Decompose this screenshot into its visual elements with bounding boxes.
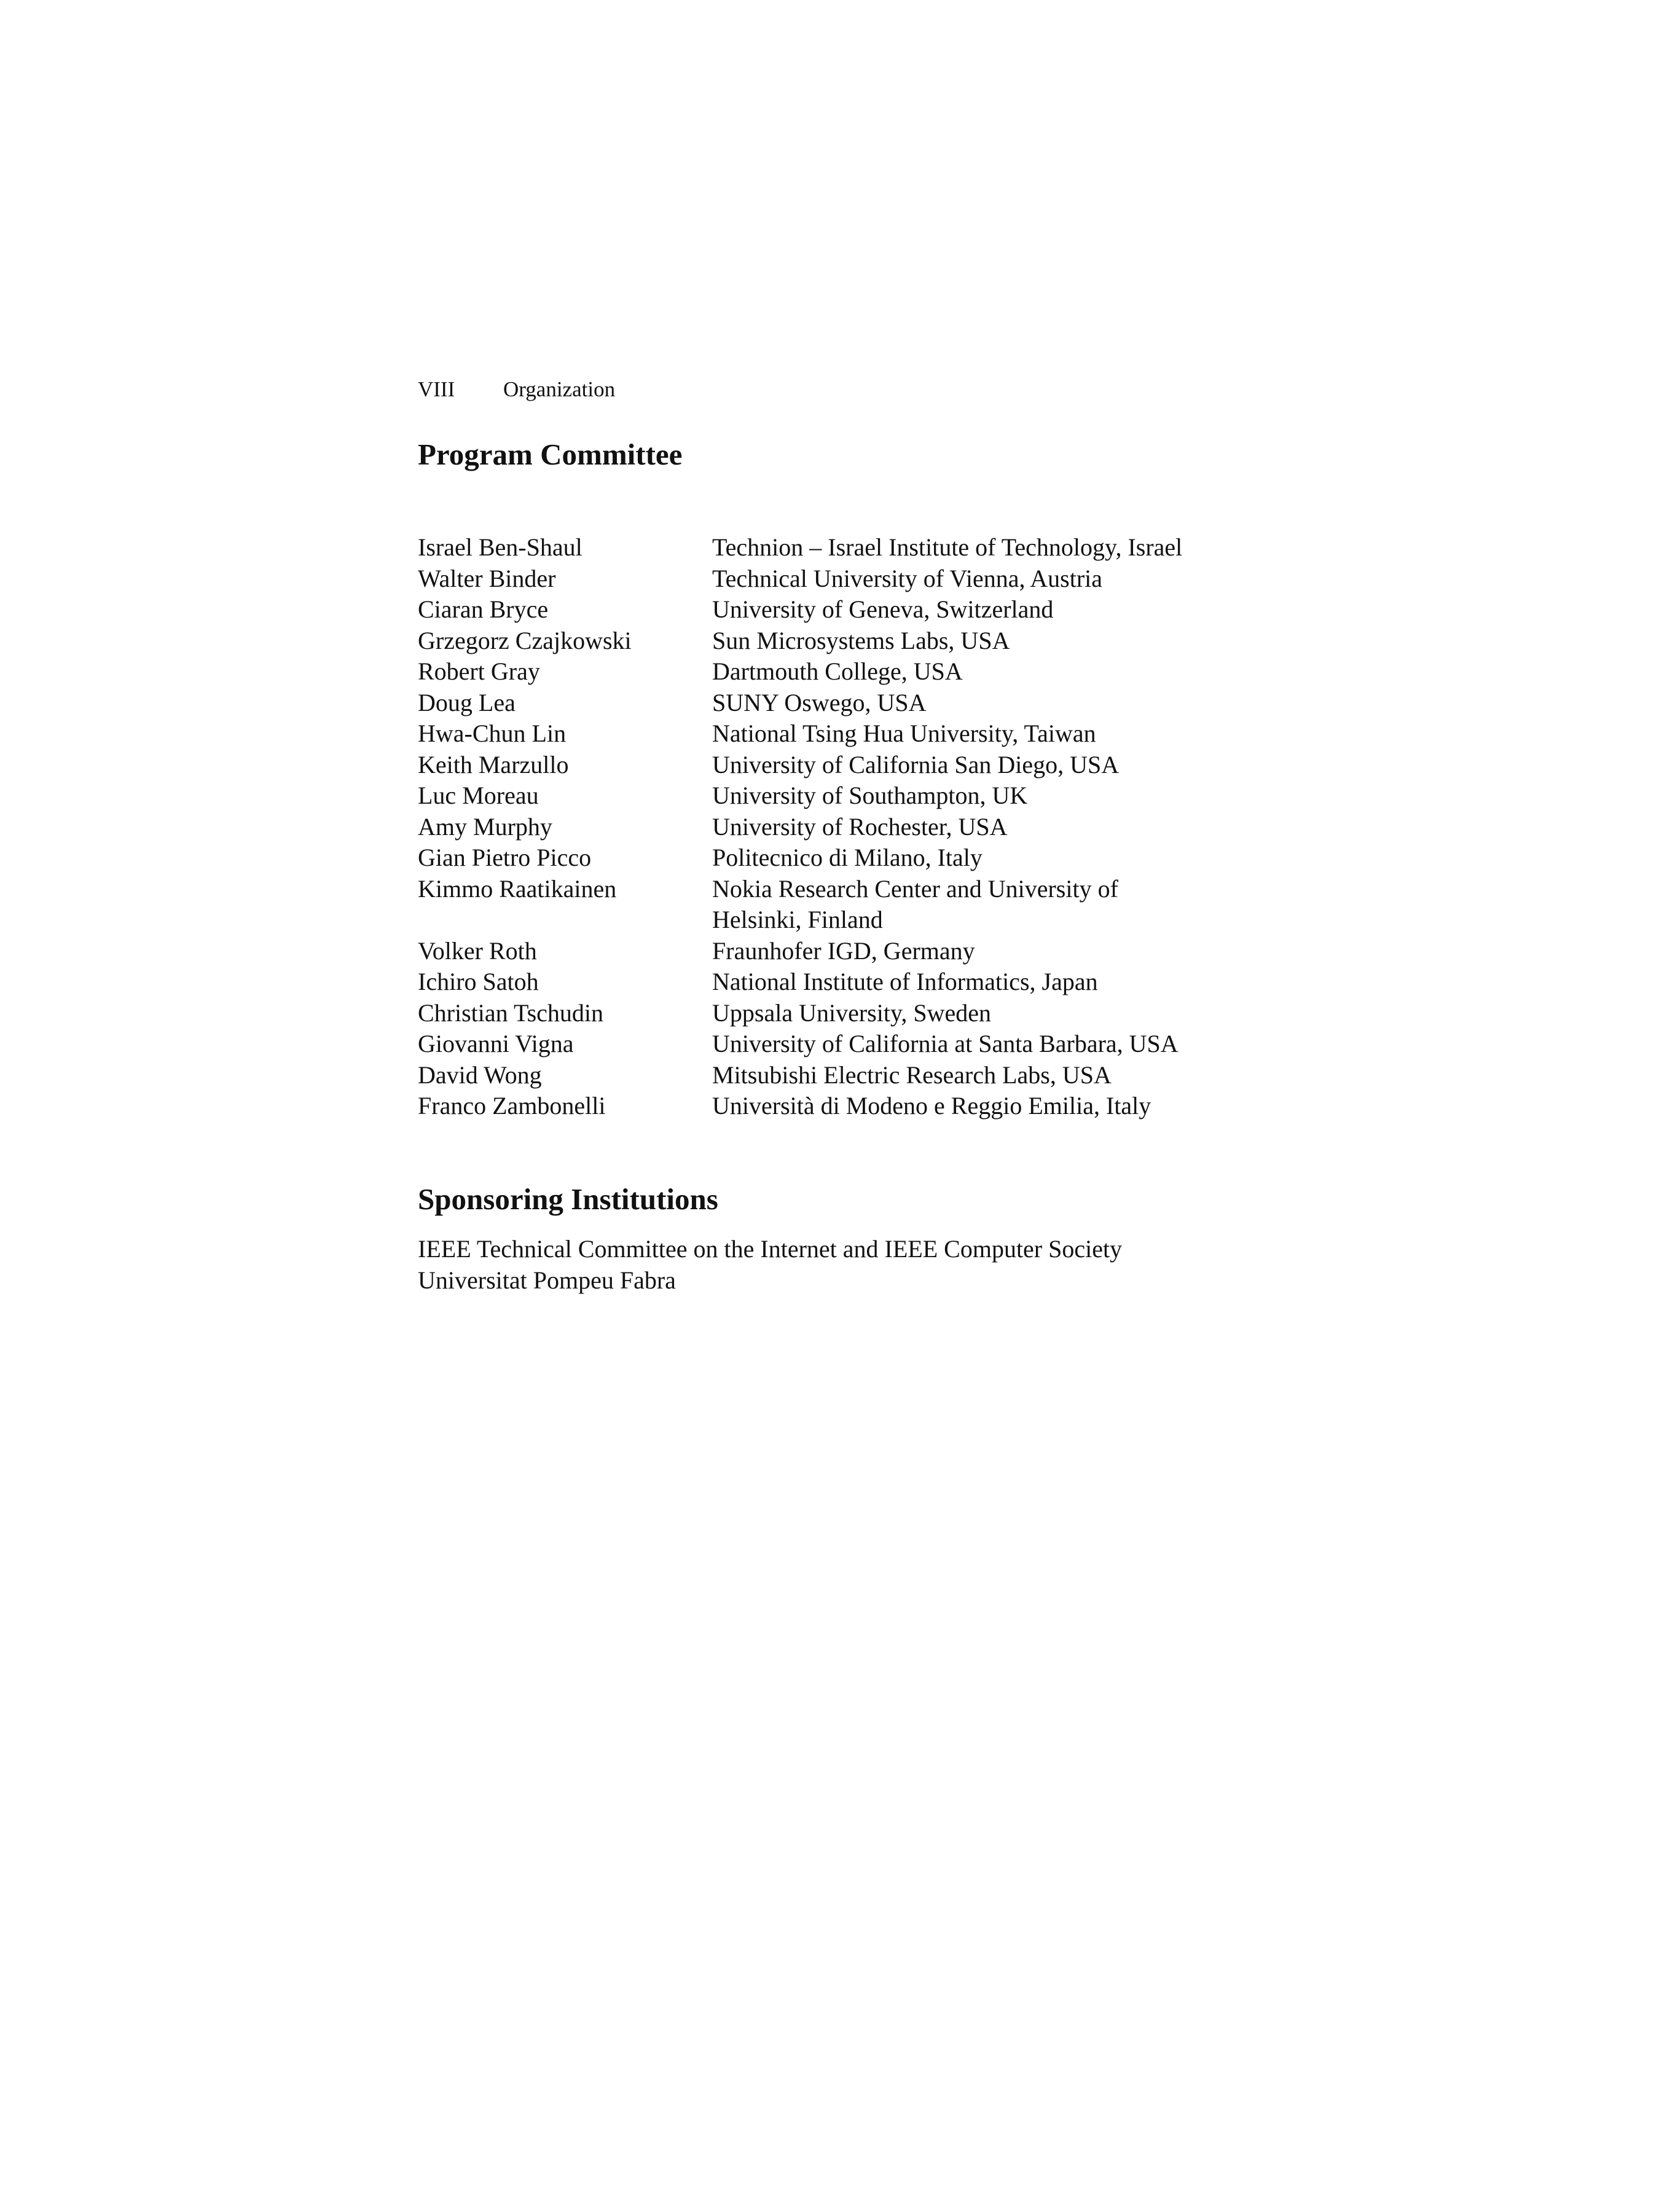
member-name: Ciaran Bryce bbox=[418, 595, 549, 623]
member-affiliation bbox=[712, 626, 1010, 657]
affiliation-line: Sun Microsystems Labs, USA bbox=[712, 626, 1010, 654]
committee-member bbox=[418, 936, 1182, 967]
member-name: Amy Murphy bbox=[418, 812, 552, 841]
affiliation-line: Università di Modeno e Reggio Emilia, Italy bbox=[712, 1092, 1151, 1120]
member-affiliation bbox=[712, 718, 1096, 750]
program-committee-heading: Program Committee bbox=[418, 437, 683, 471]
affiliation-line: Fraunhofer IGD, Germany bbox=[712, 936, 975, 965]
member-affiliation bbox=[712, 594, 1053, 626]
committee-member bbox=[418, 563, 1182, 595]
affiliation-line: Helsinki, Finland bbox=[712, 906, 883, 933]
affiliation-line: SUNY Oswego, USA bbox=[712, 688, 927, 716]
member-name: Franco Zambonelli bbox=[418, 1092, 606, 1120]
affiliation-line: University of Geneva, Switzerland bbox=[712, 595, 1054, 623]
member-affiliation bbox=[712, 1060, 1112, 1091]
member-affiliation bbox=[712, 780, 1027, 812]
committee-member bbox=[418, 842, 1182, 874]
member-affiliation bbox=[712, 842, 982, 874]
committee-member bbox=[418, 718, 1182, 750]
committee-member bbox=[418, 998, 1182, 1029]
committee-member bbox=[418, 594, 1182, 626]
member-name: Keith Marzullo bbox=[418, 750, 569, 779]
member-affiliation bbox=[712, 688, 927, 719]
member-name: Ichiro Satoh bbox=[418, 968, 539, 995]
member-name: Volker Roth bbox=[418, 936, 537, 965]
member-affiliation bbox=[712, 1091, 1151, 1122]
member-affiliation bbox=[712, 750, 1119, 781]
member-name: Gian Pietro Picco bbox=[418, 844, 592, 871]
running-head-section: Organization bbox=[503, 377, 616, 401]
member-affiliation bbox=[712, 936, 975, 967]
affiliation-line: Technion – Israel Institute of Technology, Israel bbox=[712, 533, 1183, 561]
committee-member bbox=[418, 1060, 1182, 1091]
member-name: Giovanni Vigna bbox=[418, 1030, 574, 1057]
committee-member bbox=[418, 1091, 1182, 1122]
member-affiliation bbox=[712, 967, 1098, 998]
member-affiliation bbox=[712, 563, 1102, 595]
committee-member bbox=[418, 780, 1182, 812]
affiliation-line: Dartmouth College, USA bbox=[712, 657, 963, 685]
member-affiliation bbox=[712, 532, 1182, 563]
committee-list bbox=[418, 532, 1182, 1122]
committee-member bbox=[418, 656, 1182, 688]
member-name: Robert Gray bbox=[418, 657, 540, 685]
committee-member bbox=[418, 626, 1182, 657]
committee-member bbox=[418, 750, 1182, 781]
member-affiliation bbox=[712, 812, 1008, 843]
committee-member bbox=[418, 812, 1182, 843]
committee-member bbox=[418, 532, 1182, 563]
affiliation-line: National Tsing Hua University, Taiwan bbox=[712, 720, 1096, 747]
member-affiliation bbox=[712, 874, 1118, 936]
member-affiliation bbox=[712, 656, 963, 688]
sponsor-list bbox=[418, 1233, 1122, 1296]
member-name: Israel Ben-Shaul bbox=[418, 533, 582, 561]
member-name: David Wong bbox=[418, 1061, 542, 1089]
affiliation-line: University of California San Diego, USA bbox=[712, 750, 1120, 779]
affiliation-line: National Institute of Informatics, Japan bbox=[712, 968, 1098, 995]
affiliation-line: University of Rochester, USA bbox=[712, 812, 1008, 841]
affiliation-line: Uppsala University, Sweden bbox=[712, 998, 991, 1027]
running-head bbox=[418, 376, 616, 403]
committee-member bbox=[418, 688, 1182, 719]
member-name: Walter Binder bbox=[418, 564, 556, 592]
member-affiliation bbox=[712, 1029, 1179, 1060]
member-name: Grzegorz Czajkowski bbox=[418, 626, 632, 654]
committee-member bbox=[418, 967, 1182, 998]
page-number: VIII bbox=[418, 377, 455, 401]
affiliation-line: University of Southampton, UK bbox=[712, 782, 1028, 809]
committee-member bbox=[418, 874, 1182, 936]
affiliation-line: University of California at Santa Barbara, USA bbox=[712, 1030, 1179, 1057]
member-name: Christian Tschudin bbox=[418, 998, 604, 1027]
sponsor-line: Universitat Pompeu Fabra bbox=[418, 1266, 676, 1294]
member-name: Kimmo Raatikainen bbox=[418, 874, 617, 903]
committee-member bbox=[418, 1029, 1182, 1060]
member-name: Hwa-Chun Lin bbox=[418, 720, 567, 747]
affiliation-line: Technical University of Vienna, Austria bbox=[712, 564, 1102, 592]
affiliation-line: Politecnico di Milano, Italy bbox=[712, 844, 982, 871]
member-name: Doug Lea bbox=[418, 688, 516, 716]
member-name: Luc Moreau bbox=[418, 782, 539, 809]
sponsor-line: IEEE Technical Committee on the Internet and IEEE Computer Society bbox=[418, 1235, 1123, 1263]
affiliation-line: Nokia Research Center and University of bbox=[712, 874, 1118, 903]
affiliation-line: Mitsubishi Electric Research Labs, USA bbox=[712, 1061, 1112, 1089]
member-affiliation bbox=[712, 998, 991, 1029]
sponsoring-institutions-heading: Sponsoring Institutions bbox=[418, 1182, 718, 1216]
